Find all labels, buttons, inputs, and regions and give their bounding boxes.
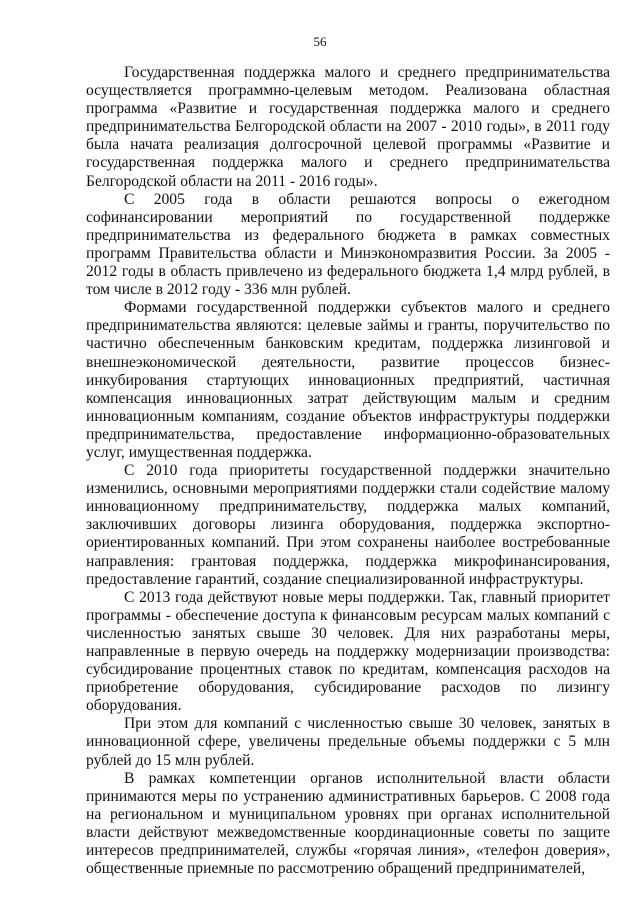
paragraph: Государственная поддержка малого и среднего предпринимательства осуществляется программно-целевым методом. Реализована областная программа «Развитие и государственная поддержка малого и среднего предпринимательства Белгородской области на 2007 - 2010 годы», в 2011 году была начата реализация долгосрочной целевой программы «Развитие и государственная поддержка малого и среднего предпринимательства Белгородской области на 2011 - 2016 годы». — [86, 64, 610, 190]
paragraph: С 2013 года действуют новые меры поддержки. Так, главный приоритет программы - обеспечение доступа к финансовым ресурсам малых компаний с численностью занятых свыше 30 человек. Для них разработаны меры, направленные в первую очередь на поддержку модернизации производства: субсидирование процентных ставок по кредитам, компенсация расходов на приобретение оборудования, субсидирование расходов по лизингу оборудования. — [86, 588, 610, 715]
page-number: 56 — [313, 34, 327, 49]
paragraph: При этом для компаний с численностью свыше 30 человек, занятых в инновационной сфере, увеличены предельные объемы поддержки с 5 млн рублей до 15 млн рублей. — [86, 715, 610, 769]
paragraph: С 2005 года в области решаются вопросы о ежегодном софинансировании мероприятий по государственной поддержке предпринимательства из федерального бюджета в рамках совместных программ Правительства области и Минэкономразвития России. За 2005 - 2012 годы в область привлечено из федерального бюджета 1,4 млрд рублей, в том числе в 2012 году - 336 млн рублей. — [86, 190, 610, 299]
body-text — [86, 64, 610, 878]
paragraph: С 2010 года приоритеты государственной поддержки значительно изменились, основными мероприятиями поддержки стали содействие малому инновационному предпринимательству, поддержка малых компаний, заключивших договоры лизинга оборудования, поддержка экспортно-ориентированных компаний. При этом сохранены наиболее востребованные направления: грантовая поддержка, поддержка микрофинансирования, предоставление гарантий, создание специализированной инфраструктуры. — [86, 462, 610, 588]
paragraph: Формами государственной поддержки субъектов малого и среднего предпринимательства являются: целевые займы и гранты, поручительство по частично обеспеченным банковским кредитам, поддержка лизинговой и внешнеэкономической деятельности, развитие процессов бизнес-инкубирования стартующих инновационных предприятий, частичная компенсация инновационных затрат действующим малым и средним инновационным компаниям, создание объектов инфраструктуры поддержки предпринимательства, предоставление информационно-образовательных услуг, имущественная поддержка. — [86, 299, 610, 461]
paragraph: В рамках компетенции органов исполнительной власти области принимаются меры по устранению административных барьеров. С 2008 года на региональном и муниципальном уровнях при органах исполнительной власти действуют межведомственные координационные советы по защите интересов предпринимателей, службы «горячая линия», «телефон доверия», общественные приемные по рассмотрению обращений предпринимателей, — [86, 769, 610, 878]
